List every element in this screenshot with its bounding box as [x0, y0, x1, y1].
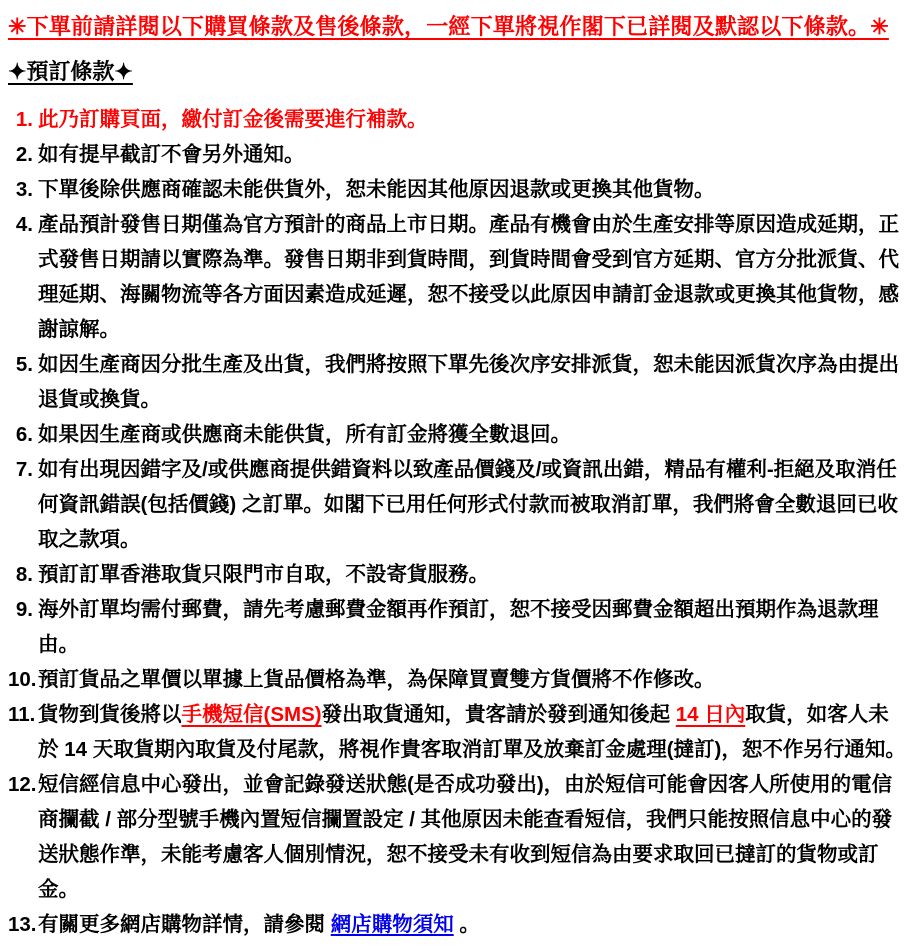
terms-list	[8, 102, 907, 942]
term-text	[38, 773, 892, 901]
term-segment: 發出取貨通知，貴客請於發到通知後起	[321, 703, 676, 726]
term-number: 5.	[15, 353, 33, 376]
term-segment: 貨物到貨後將以	[38, 703, 182, 726]
term-segment: 海外訂單均需付郵費，請先考慮郵費金額再作預訂，恕不接受因郵費金額超出預期作為退款理由。	[38, 598, 879, 656]
term-segment: 預訂貨品之單價以單據上貨品價格為準，為保障買賣雙方貨價將不作修改。	[38, 668, 715, 691]
term-item-3	[8, 172, 907, 207]
term-number: 2.	[15, 143, 33, 166]
term-text	[38, 178, 715, 201]
term-segment: 下單後除供應商確認未能供貨外，恕未能因其他原因退款或更換其他貨物。	[38, 178, 715, 201]
term-item-12	[8, 767, 907, 907]
term-item-9	[8, 592, 907, 662]
term-number: 7.	[15, 458, 33, 481]
term-text	[38, 108, 428, 131]
term-text	[38, 563, 489, 586]
term-item-11	[8, 697, 907, 767]
term-segment: 如有出現因錯字及/或供應商提供錯資料以致產品價錢及/或資訊出錯，精品有權利-拒絕及取消任何資訊錯誤(包括價錢) 之訂單。如閣下已用任何形式付款而被取消訂單，我們將會全數退回已收取之款項。	[38, 458, 898, 551]
term-segment: 短信經信息中心發出，並會記錄發送狀態(是否成功發出)，由於短信可能會因客人所使用的電信商攔截 / 部分型號手機內置短信攔置設定 / 其他原因未能查看短信，我們只能按照信息中心的發送狀態作準，未能考慮客人個別情況，恕不接受未有收到短信為由要求取回已撻訂的貨物或訂金。	[38, 773, 893, 901]
term-text	[38, 423, 571, 446]
terms-warning-header: ✳下單前請詳閱以下購買條款及售後條款，一經下單將視作閣下已詳閱及默認以下條款。✳	[8, 14, 889, 39]
term-number: 11.	[8, 703, 36, 726]
term-item-4	[8, 207, 907, 347]
term-number: 9.	[15, 598, 33, 621]
term-item-1	[8, 102, 907, 137]
term-number: 6.	[15, 423, 33, 446]
term-number: 10.	[8, 668, 37, 691]
term-number: 8.	[15, 563, 33, 586]
term-item-13	[8, 907, 907, 942]
term-segment: 取貨，如客人未於 14 天取貨期內取貨及付尾款，將視作貴客取消訂單及放棄訂金處理(撻訂)，恕不作另行通知。	[38, 703, 906, 761]
term-item-8	[8, 557, 907, 592]
pickup-deadline-highlight: 14 日內	[675, 703, 746, 726]
term-segment: 如有提早截訂不會另外通知。	[38, 143, 305, 166]
term-number: 3.	[15, 178, 33, 201]
term-number: 4.	[15, 213, 33, 236]
term-item-5	[8, 347, 907, 417]
term-segment: 如因生產商因分批生產及出貨，我們將按照下單先後次序安排派貨，恕未能因派貨次序為由提出退貨或換貨。	[38, 353, 899, 411]
term-number: 1.	[15, 108, 33, 131]
term-item-10	[8, 662, 907, 697]
term-segment: 。	[453, 913, 480, 936]
term-item-6	[8, 417, 907, 452]
term-segment: 如果因生產商或供應商未能供貨，所有訂金將獲全數退回。	[38, 423, 571, 446]
term-text	[38, 458, 898, 551]
term-segment: 此乃訂購頁面，繳付訂金後需要進行補款。	[38, 108, 428, 131]
term-text	[38, 913, 480, 936]
term-text	[38, 143, 305, 166]
term-item-2	[8, 137, 907, 172]
sms-notice-highlight: 手機短信(SMS)	[181, 703, 322, 726]
term-item-7	[8, 452, 907, 557]
term-segment: 預訂訂單香港取貨只限門市自取，不設寄貨服務。	[38, 563, 489, 586]
section-title-preorder-terms: ✦預訂條款✦	[8, 58, 133, 84]
term-text	[38, 668, 715, 691]
term-number: 12.	[8, 773, 37, 796]
term-segment: 有關更多網店購物詳情，請參閱	[38, 913, 331, 936]
term-segment: 產品預計發售日期僅為官方預計的商品上市日期。產品有機會由於生產安排等原因造成延期，正式發售日期請以實際為準。發售日期非到貨時間，到貨時間會受到官方延期、官方分批派貨、代理延期、海關物流等各方面因素造成延遲，恕不接受以此原因申請訂金退款或更換其他貨物，感謝諒解。	[38, 213, 899, 341]
term-text	[38, 213, 899, 341]
term-text	[38, 598, 879, 656]
store-shopping-guide-link[interactable]: 網店購物須知	[330, 913, 454, 936]
term-text	[38, 703, 906, 761]
term-number: 13.	[8, 913, 37, 936]
term-text	[38, 353, 899, 411]
